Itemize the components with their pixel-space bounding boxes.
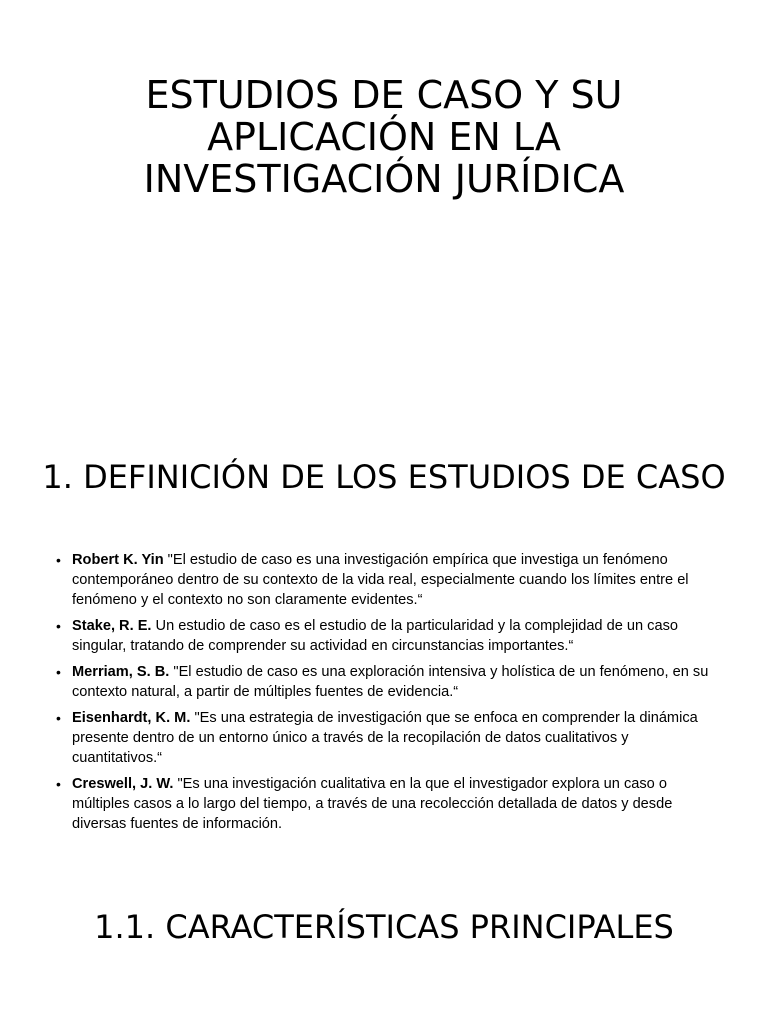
title-line-2: APLICACIÓN EN LA (207, 115, 561, 159)
author-name: Robert K. Yin (72, 552, 164, 568)
bullet-icon: • (56, 710, 61, 726)
author-name: Stake, R. E. (72, 618, 152, 634)
bullet-icon: • (56, 552, 61, 568)
list-item (56, 616, 716, 656)
definitions-list (56, 550, 716, 840)
title-line-3: INVESTIGACIÓN JURÍDICA (143, 157, 625, 201)
definitions-slide (0, 432, 768, 864)
definition-text: "Es una estrategia de investigación que se enfoca en comprender la dinámica presente dentro de un entorno único a través de la recopilación de datos cualitativos y cuantitativos.“ (72, 710, 698, 766)
list-item (56, 708, 716, 768)
bullet-icon: • (56, 664, 61, 680)
list-item (56, 662, 716, 702)
characteristics-slide (0, 864, 768, 1024)
bullet-icon: • (56, 618, 61, 634)
title-line-1: ESTUDIOS DE CASO Y SU (145, 73, 623, 117)
presentation-title (60, 74, 708, 200)
definition-text: "El estudio de caso es una investigación empírica que investiga un fenómeno contemporáneo dentro de su contexto de la vida real, especialmente cuando los límites entre el fenómeno y el contexto no son claramente evidentes.“ (72, 552, 689, 608)
section-title-definitions: 1. DEFINICIÓN DE LOS ESTUDIOS DE CASO (42, 458, 726, 496)
definition-text: Un estudio de caso es el estudio de la particularidad y la complejidad de un caso singular, tratando de comprender su actividad en circunstancias importantes.“ (72, 618, 679, 654)
list-item (56, 550, 716, 610)
definition-text: "El estudio de caso es una exploración intensiva y holística de un fenómeno, en su contexto natural, a partir de múltiples fuentes de evidencia.“ (72, 664, 709, 700)
author-name: Merriam, S. B. (72, 664, 170, 680)
bullet-icon: • (56, 776, 61, 792)
author-name: Eisenhardt, K. M. (72, 710, 191, 726)
definition-text: "Es una investigación cualitativa en la que el investigador explora un caso o múltiples casos a lo largo del tiempo, a través de una recolección detallada de datos y desde diversas fuentes de información. (72, 776, 673, 832)
list-item (56, 774, 716, 834)
title-slide (0, 0, 768, 432)
author-name: Creswell, J. W. (72, 776, 174, 792)
section-title-characteristics: 1.1. CARACTERÍSTICAS PRINCIPALES (94, 908, 674, 946)
